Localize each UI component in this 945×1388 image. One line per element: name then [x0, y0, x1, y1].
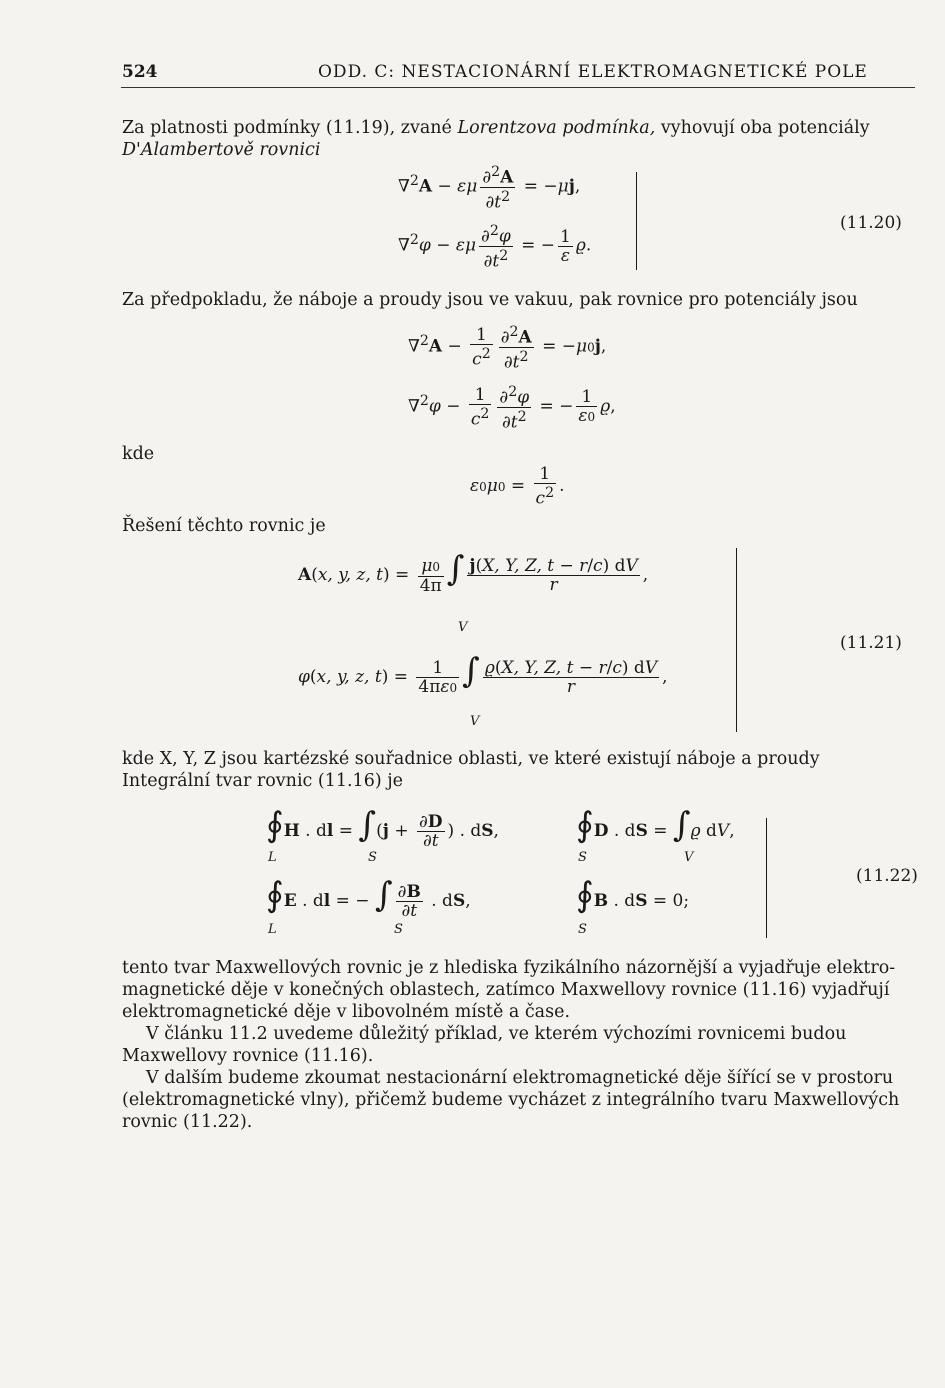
- intro-lorentz: Lorentzova podmínka,: [457, 118, 656, 138]
- header-rule: [121, 87, 915, 88]
- equation-11-21-a: A(x, y, z, t) = $\frac{\mu 0}{4\pi}$ ∫ $\frac{j(X, Y, Z, t - r/c) dV}{r}$ ,: [298, 549, 649, 596]
- equation-vacuum-a: ∇$^2$A − $\frac{1}{c^2}$ $\frac{\partial^2A}{\partial t^2}$ = −μ0j,: [408, 324, 607, 373]
- equation-11-22-a: ∮H . dl = ∫(j + $\frac{\partial D}{\partial t}$ ) . dS,: [266, 805, 499, 851]
- intro-text-a: Za platnosti podmínky (11.19), zvané: [122, 118, 458, 138]
- equation-eps-mu: ε0μ0 = $\frac{1}{c^2}$ .: [470, 464, 565, 509]
- integral-domain-v1: V: [458, 620, 468, 635]
- running-title: ODD. C: NESTACIONÁRNÍ ELEKTROMAGNETICKÉ POLE: [318, 62, 868, 82]
- domain-s2: S: [578, 850, 587, 865]
- closing-p1-l2: magnetické děje v konečných oblastech, zatímco Maxwellovy rovnice (11.16) vyjadřují: [122, 980, 890, 1000]
- closing-p1-l3: elektromagnetické děje v libovolném místě a čase.: [122, 1002, 571, 1022]
- domain-v: V: [684, 850, 694, 865]
- equation-number-11-21: (11.21): [840, 633, 902, 653]
- kde-text: kde: [122, 444, 155, 464]
- closing-p2-l2: Maxwellovy rovnice (11.16).: [122, 1046, 374, 1066]
- equation-11-21-b: φ(x, y, z, t) = $\frac{1}{4\pi\varepsilon 0}$ ∫ $\frac{ϱ(X, Y, Z, t - r/c) dV}{r}$ ,: [298, 651, 668, 697]
- closing-p1-l1: tento tvar Maxwellových rovnic je z hlediska fyzikálního názornější a vyjadřuje elektro-: [122, 958, 896, 978]
- equation-number-11-20: (11.20): [840, 213, 902, 233]
- kde2-line-2: Integrální tvar rovnic (11.16) je: [122, 771, 403, 791]
- vacuum-text: Za předpokladu, že náboje a proudy jsou ve vakuu, pak rovnice pro potenciály jsou: [122, 290, 858, 310]
- equation-number-11-22: (11.22): [856, 866, 918, 886]
- equation-vacuum-b: ∇$^2$φ − $\frac{1}{c^2}$ $\frac{\partial^2\varphi}{\partial t^2}$ = − $\frac{1}{\varepsilon 0}$ ϱ,: [408, 384, 616, 433]
- domain-s4: S: [578, 922, 587, 937]
- domain-s1: S: [368, 850, 377, 865]
- integral-domain-v2: V: [470, 714, 480, 729]
- intro-text-b: vyhovují oba potenciály: [655, 118, 870, 138]
- equation-11-22-d: ∮B . dS = 0;: [576, 875, 690, 915]
- domain-s3: S: [394, 922, 403, 937]
- domain-l1: L: [268, 850, 277, 865]
- brace-11-20: [628, 172, 637, 270]
- equation-11-20-b: ∇$^2$φ − εμ $\frac{\partial^2\varphi}{\partial t^2}$ = − $\frac{1}{\varepsilon}$ ϱ.: [398, 223, 592, 272]
- equation-11-22-c: ∮E . dl = − ∫ $\frac{\partial B}{\partial t}$ . dS,: [266, 875, 471, 921]
- brace-11-21: [728, 548, 737, 732]
- intro-line-1: [122, 117, 870, 139]
- equation-11-20-a: ∇$^2$A − εμ $\frac{\partial^2A}{\partial t^2}$ = −μj,: [398, 164, 581, 213]
- closing-p3-l3: rovnic (11.22).: [122, 1112, 253, 1132]
- reseni-text: Řešení těchto rovnic je: [122, 516, 326, 536]
- brace-11-22: [758, 818, 767, 938]
- closing-p3-l2: (elektromagnetické vlny), přičemž budeme vycházet z integrálního tvaru Maxwellových: [122, 1090, 900, 1110]
- closing-p2-l1: V článku 11.2 uvedeme důležitý příklad, ve kterém výchozími rovnicemi budou: [146, 1024, 847, 1044]
- intro-line-2: D'Alambertově rovnici: [122, 140, 321, 160]
- page-number: 524: [122, 62, 158, 82]
- domain-l2: L: [268, 922, 277, 937]
- closing-p3-l1: V dalším budeme zkoumat nestacionární elektromagnetické děje šířící se v prostoru: [146, 1068, 894, 1088]
- kde2-line-1: kde X, Y, Z jsou kartézské souřadnice oblasti, ve které existují náboje a proudy: [122, 749, 820, 769]
- equation-11-22-b: ∮D . dS = ∫ϱ dV,: [576, 805, 735, 845]
